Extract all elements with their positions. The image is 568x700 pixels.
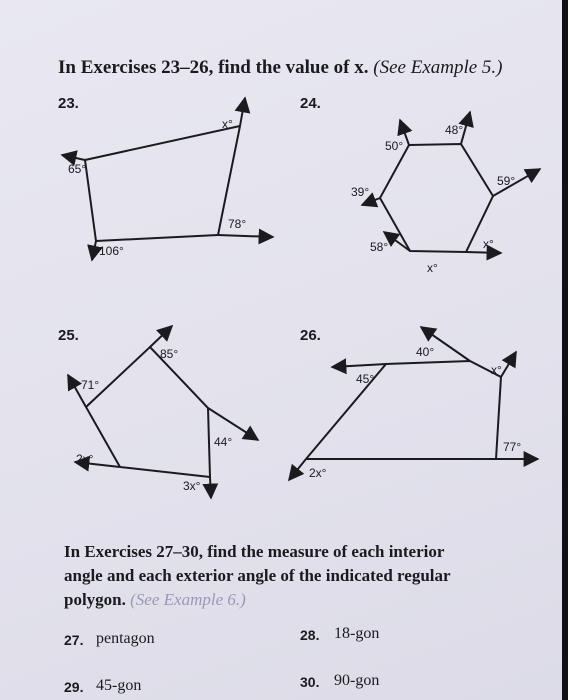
heading-main-text: In Exercises 23–26, find the value of x. — [58, 57, 369, 78]
ex26-label-x: x° — [491, 363, 502, 377]
lower-line-3 — [64, 588, 451, 612]
item-29-text: 45-gon — [96, 677, 142, 694]
ex24-label-39: 39° — [351, 185, 370, 199]
exercise-23-number: 23. — [58, 95, 79, 112]
ex25-label-2x: 2x° — [76, 452, 94, 466]
ex25-label-44: 44° — [214, 435, 233, 449]
ex24-label-x-bottom: x° — [427, 261, 438, 275]
diagram-23 — [62, 98, 273, 260]
ex23-label-x: x° — [222, 117, 233, 131]
ex25-label-71: 71° — [81, 378, 100, 392]
exercise-25-number: 25. — [58, 327, 79, 344]
ex24-label-x-right: x° — [483, 237, 494, 251]
item-29-number: 29. — [64, 679, 84, 695]
lower-line-3-text: polygon. — [64, 590, 126, 609]
heading-reference: (See Example 5.) — [373, 57, 503, 78]
ex26-label-40: 40° — [416, 345, 435, 359]
item-28-text: 18-gon — [334, 625, 380, 642]
ex25-label-3x: 3x° — [183, 479, 201, 493]
ex26-label-45: 45° — [356, 372, 375, 386]
exercise-instructions-lower — [64, 540, 451, 612]
lower-line-2: angle and each exterior angle of the indicated regular — [64, 566, 451, 585]
item-28-number: 28. — [300, 627, 320, 643]
ex23-label-65: 65° — [68, 162, 87, 176]
exercise-24-number: 24. — [300, 95, 321, 112]
item-30-text: 90-gon — [334, 672, 380, 689]
ex26-label-77: 77° — [503, 440, 522, 454]
diagram-26 — [289, 327, 538, 480]
ex26-label-2x: 2x° — [309, 466, 327, 480]
ex24-label-48: 48° — [445, 123, 464, 137]
ex23-label-78: 78° — [228, 217, 247, 231]
lower-line-1: In Exercises 27–30, find the measure of each interior — [64, 542, 445, 561]
exercise-26-number: 26. — [300, 327, 321, 344]
item-27-number: 27. — [64, 632, 84, 648]
ex24-label-58: 58° — [370, 240, 389, 254]
ex25-label-85: 85° — [160, 347, 179, 361]
ex23-label-106: 106° — [99, 244, 124, 258]
item-27-text: pentagon — [96, 630, 155, 647]
ex24-label-59: 59° — [497, 174, 516, 188]
lower-reference: (See Example 6.) — [130, 590, 246, 609]
item-30-number: 30. — [300, 674, 320, 690]
ex24-label-50: 50° — [385, 139, 404, 153]
